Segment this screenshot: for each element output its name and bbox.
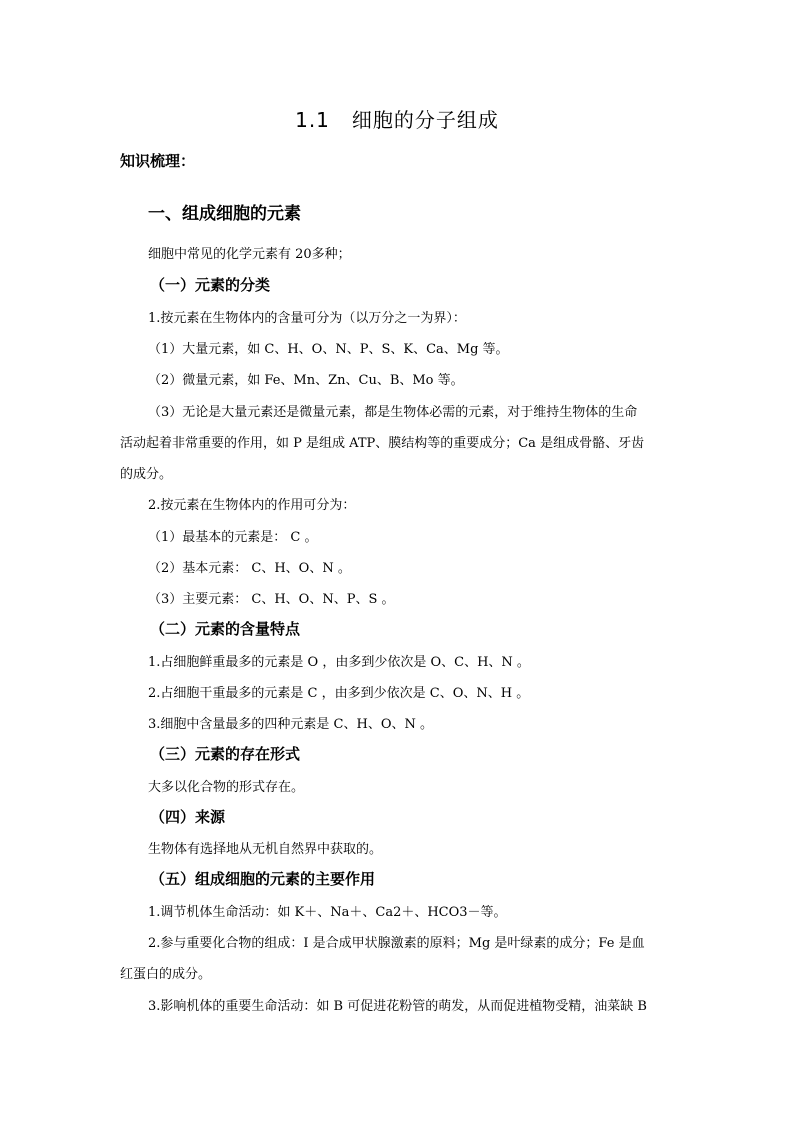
- text-line: 2.占细胞干重最多的元素是 C ，由多到少依次是 C、O、N、H 。: [148, 686, 530, 701]
- subheading-form: （三）元素的存在形式: [150, 745, 301, 763]
- text-line: 2.参与重要化合物的组成：I 是合成甲状腺激素的原料；Mg 是叶绿素的成分；Fe 是血: [148, 936, 645, 951]
- subheading-source: （四）来源: [150, 808, 226, 826]
- section-heading: 一、组成细胞的元素: [148, 204, 301, 224]
- subheading-content: （二）元素的含量特点: [150, 620, 301, 638]
- text-line: 3.细胞中含量最多的四种元素是 C、H、O、N 。: [148, 717, 433, 732]
- text-line: （2）微量元素，如 Fe、Mn、Zn、Cu、B、Mo 等。: [148, 373, 464, 388]
- text-line: 生物体有选择地从无机自然界中获取的。: [148, 842, 383, 857]
- title-number: 1.1: [295, 108, 330, 132]
- title-text: 细胞的分子组成: [351, 108, 499, 132]
- text-line: （3）无论是大量元素还是微量元素，都是生物体必需的元素，对于维持生物体的生命: [148, 405, 638, 420]
- text-line: 3.影响机体的重要生命活动：如 B 可促进花粉管的萌发，从而促进植物受精，油菜缺 B: [148, 999, 647, 1014]
- text-line: 1.调节机体生命活动：如 K＋、Na＋、Ca2＋、HCO3－等。: [148, 905, 507, 920]
- text-line: 红蛋白的成分。: [120, 967, 212, 982]
- text-line: 活动起着非常重要的作用，如 P 是组成 ATP、膜结构等的重要成分；Ca 是组成骨骼、牙齿: [120, 436, 645, 451]
- text-line: 的成分。: [120, 467, 173, 482]
- text-line: 大多以化合物的形式存在。: [148, 780, 305, 795]
- text-line: （1）最基本的元素是： C 。: [148, 530, 318, 545]
- intro-line: 细胞中常见的化学元素有 20多种；: [148, 247, 351, 262]
- subheading-function: （五）组成细胞的元素的主要作用: [150, 870, 376, 888]
- text-line: （1）大量元素，如 C、H、O、N、P、S、K、Ca、Mg 等。: [148, 342, 509, 357]
- text-line: 2.按元素在生物体内的作用可分为：: [148, 498, 356, 513]
- text-line: （3）主要元素： C、H、O、N、P、S 。: [148, 592, 395, 607]
- subheading-classification: （一）元素的分类: [150, 276, 271, 294]
- text-line: 1.按元素在生物体内的含量可分为（以万分之一为界）：: [148, 311, 466, 326]
- text-line: （2）基本元素： C、H、O、N 。: [148, 561, 351, 576]
- text-line: 1.占细胞鲜重最多的元素是 O ，由多到少依次是 O、C、H、N 。: [148, 655, 530, 670]
- knowledge-label: 知识梳理：: [120, 152, 196, 170]
- page-title: [0, 104, 794, 133]
